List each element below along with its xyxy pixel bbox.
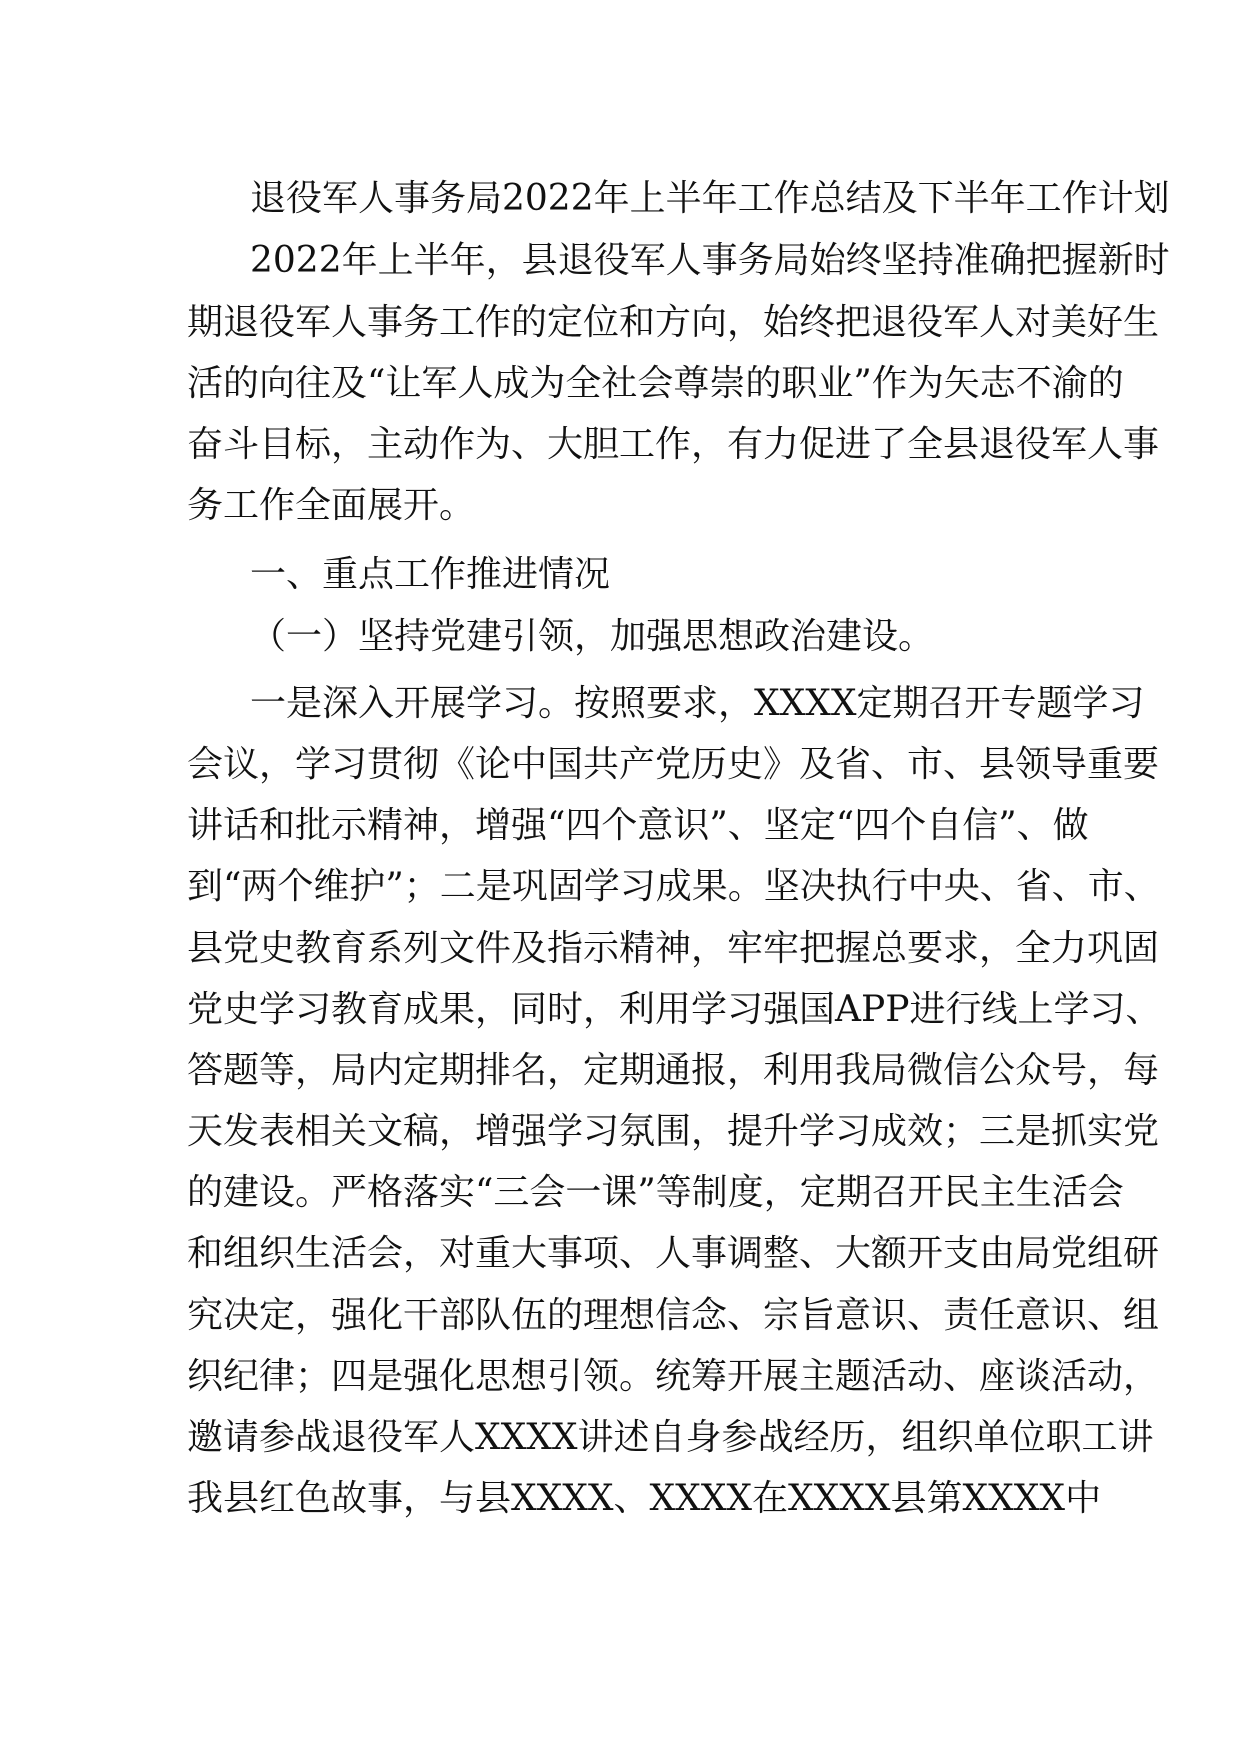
text-line: 县党史教育系列文件及指示精神，牢牢把握总要求，全力巩固 [187, 928, 1160, 969]
text-line: 答题等，局内定期排名，定期通报，利用我局微信公众号，每 [187, 1050, 1160, 1091]
text-line: 活的向往及“让军人成为全社会尊崇的职业”作为矢志不渝的 [187, 363, 1124, 404]
subsection-heading: （一）坚持党建引领，加强思想政治建设。 [250, 616, 935, 657]
text-line: 一是深入开展学习。按照要求，XXXX定期召开专题学习 [250, 683, 1145, 724]
text-line: 讲话和批示精神，增强“四个意识”、坚定“四个自信”、做 [187, 805, 1089, 846]
text-line: 奋斗目标，主动作为、大胆工作，有力促进了全县退役军人事 [187, 424, 1160, 465]
text-line: 到“两个维护”；二是巩固学习成果。坚决执行中央、省、市、 [187, 866, 1160, 907]
text-line: 我县红色故事，与县XXXX、XXXX在XXXX县第XXXX中 [187, 1478, 1102, 1519]
text-line: 究决定，强化干部队伍的理想信念、宗旨意识、责任意识、组 [187, 1295, 1160, 1336]
text-line: 的建设。严格落实“三会一课”等制度，定期召开民主生活会 [187, 1172, 1124, 1213]
text-line: 会议，学习贯彻《论中国共产党历史》及省、市、县领导重要 [187, 744, 1160, 785]
document-title: 退役军人事务局2022年上半年工作总结及下半年工作计划 [250, 178, 1170, 219]
text-line: 邀请参战退役军人XXXX讲述自身参战经历，组织单位职工讲 [187, 1417, 1154, 1458]
text-line: 天发表相关文稿，增强学习氛围，提升学习成效；三是抓实党 [187, 1111, 1160, 1152]
text-line: 和组织生活会，对重大事项、人事调整、大额开支由局党组研 [187, 1233, 1160, 1274]
section-heading: 一、重点工作推进情况 [250, 554, 611, 595]
text-line: 2022年上半年，县退役军人事务局始终坚持准确把握新时 [250, 240, 1170, 281]
text-line: 织纪律；四是强化思想引领。统筹开展主题活动、座谈活动， [187, 1356, 1160, 1397]
text-line: 务工作全面展开。 [187, 485, 476, 526]
text-line: 党史学习教育成果，同时，利用学习强国APP进行线上学习、 [187, 989, 1162, 1030]
text-line: 期退役军人事务工作的定位和方向，始终把退役军人对美好生 [187, 302, 1160, 343]
